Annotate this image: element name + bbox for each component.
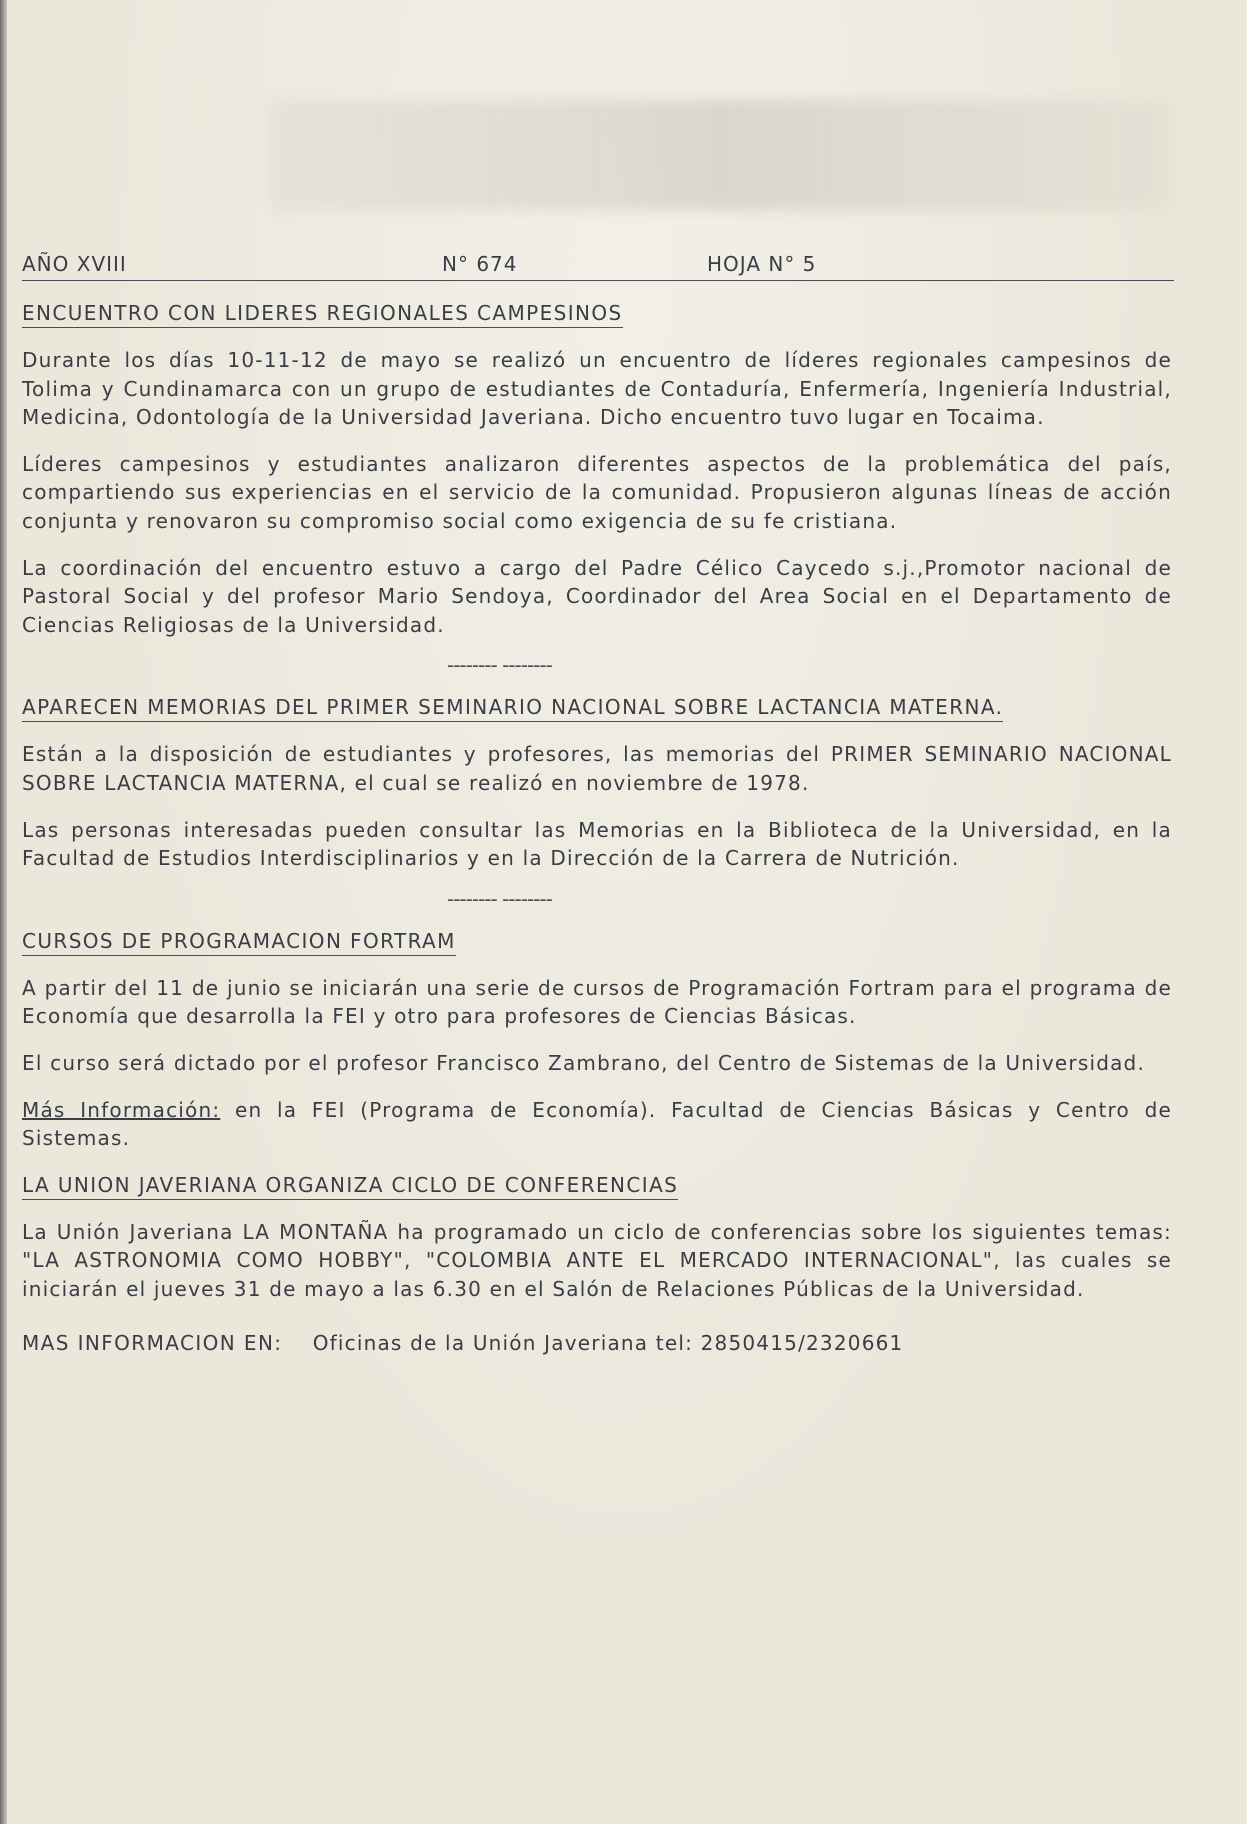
paragraph: Están a la disposición de estudiantes y profesores, las memorias del PRIMER SEMINARIO NACIONAL SOBRE LACTANCIA MATERNA, el cual se realizó en noviembre de 1978. <box>22 742 1172 795</box>
section-title: LA UNION JAVERIANA ORGANIZA CICLO DE CONFERENCIAS <box>22 1171 678 1200</box>
paragraph: A partir del 11 de junio se iniciarán una serie de cursos de Programación Fortram para el programa de Economía que desarrolla la FEI y otro para profesores de Ciencias Básicas. <box>22 975 1172 1029</box>
more-info-label: Más Información: <box>22 1097 221 1122</box>
paragraph: Durante los días 10-11-12 de mayo se realizó un encuentro de líderes regionales campesinos de Tolima y Cundinamarca con un grupo de estudiantes de Contaduría, Enfermería, Ingeniería Industrial, Medicina, Odontología de la Universidad Javeriana. Dicho encuentro tuvo lugar en Tocaima. <box>22 348 1172 430</box>
section-memorias <box>22 693 1172 872</box>
issue-number: N° 674 <box>442 252 518 276</box>
more-info-text: en la FEI (Programa de Economía). Facultad de Ciencias Básicas y Centro de Sistemas. <box>22 1097 1172 1151</box>
section-conferencias <box>22 1171 1172 1304</box>
bulletin-body <box>22 250 1172 1358</box>
paragraph: La coordinación del encuentro estuvo a cargo del Padre Célico Caycedo s.j.,Promotor nacional de Pastoral Social y del profesor Mario Sendoya, Coordinador del Area Social en el Departamento de Ciencias Religiosas de la Universidad. <box>22 555 1172 637</box>
page-edge-shadow <box>0 0 7 1824</box>
section-fortram <box>22 927 1172 1153</box>
paragraph: La Unión Javeriana LA MONTAÑA ha programado un ciclo de conferencias sobre los siguientes temas: "LA ASTRONOMIA COMO HOBBY", "COLOMBIA ANTE EL MERCADO INTERNACIONAL", las cuales se iniciarán el jueves 31 de mayo a las 6.30 en el Salón de Relaciones Públicas de la Universidad. <box>22 1219 1172 1301</box>
paragraph: Las personas interesadas pueden consultar las Memorias en la Biblioteca de la Universidad, en la Facultad de Estudios Interdisciplinarios y en la Dirección de la Carrera de Nutrición. <box>22 817 1172 871</box>
separator-line: -------- -------- <box>447 886 552 911</box>
sheet-number: HOJA N° 5 <box>707 252 817 276</box>
bleed-through-shadow <box>270 100 1170 210</box>
section-title: APARECEN MEMORIAS DEL PRIMER SEMINARIO NACIONAL SOBRE LACTANCIA MATERNA. <box>22 693 1003 722</box>
contact-label: MAS INFORMACION EN: <box>22 1331 283 1356</box>
contact-line <box>22 1329 1172 1358</box>
more-info-paragraph <box>22 1096 1172 1153</box>
paragraph: El curso será dictado por el profesor Francisco Zambrano, del Centro de Sistemas de la Universidad. <box>22 1050 1145 1075</box>
paragraph: Líderes campesinos y estudiantes analizaron diferentes aspectos de la problemática del país, compartiendo sus experiencias en el servicio de la comunidad. Propusieron algunas líneas de acción conjunta y renovaron su compromiso social como exigencia de su fe cristiana. <box>22 451 1172 533</box>
contact-text: Oficinas de la Unión Javeriana tel: 2850415/2320661 <box>312 1331 904 1356</box>
issue-year: AÑO XVIII <box>22 252 127 276</box>
section-title: CURSOS DE PROGRAMACION FORTRAM <box>22 927 456 956</box>
section-encuentro <box>22 299 1172 639</box>
section-title: ENCUENTRO CON LIDERES REGIONALES CAMPESINOS <box>22 299 623 328</box>
bulletin-header <box>22 250 1174 281</box>
separator-line: -------- -------- <box>447 653 552 678</box>
